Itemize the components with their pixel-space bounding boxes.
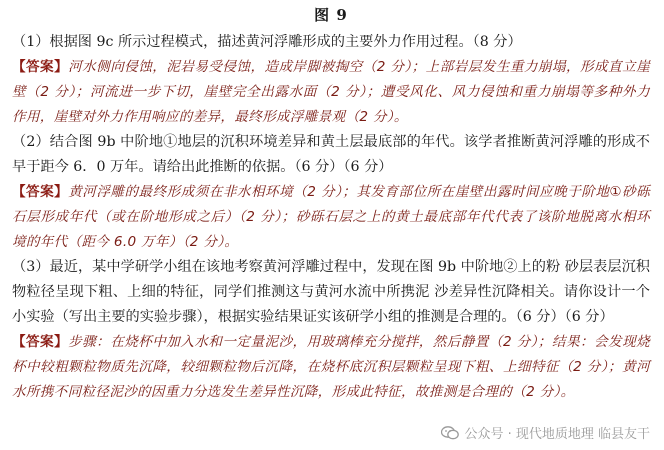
answer-1-text: 河水侧向侵蚀，泥岩易受侵蚀，造成岸脚被掏空（2 分）；上部岩层发生重力崩塌，形成直立崖壁（2 分）；河流进一步下切，崖壁完全出露水面（2 分）；遭受风化、风力侵蚀和重力崩塌等多种外力作用，崖壁对外力作用响应的差异，最终形成浮雕景观（2 分）。 xyxy=(12,59,650,125)
answer-3 xyxy=(12,330,650,405)
answer-1 xyxy=(12,55,650,130)
wechat-icon xyxy=(441,426,459,440)
answer-2-text: 黄河浮雕的最终形成须在非水相环境（2 分）；其发育部位所在崖壁出露时间应晚于阶地①砂砾石层形成年代（或在阶地形成之后）（2 分）；砂砾石层之上的黄土最底部年代代表了该阶地脱离水相环境的年代（距今 6.0 万年）（2 分）。 xyxy=(12,184,650,250)
answer-tag: 【答案】 xyxy=(12,334,69,350)
watermark-text: 公众号 · 现代地质地理 临县友干 xyxy=(464,427,650,442)
question-3: （3）最近，某中学研学小组在该地考察黄河浮雕过程中，发现在图 9b 中阶地②上的粉 砂层表层沉积物粒径呈现下粗、上细的特征，同学们推测这与黄河水流中所携泥 沙差异性沉降相关。请你设计一个小实验（写出主要的实验步骤），根据实验结果证实该研学小组的推测是合理的。（6 分）（6 分） xyxy=(12,259,650,325)
answer-2 xyxy=(12,180,650,255)
answer-3-text: 步骤：在烧杯中加入水和一定量泥沙，用玻璃棒充分搅拌，然后静置（2 分）；结果：会发现烧杯中较粗颗粒物质先沉降，较细颗粒物后沉降，在烧杯底沉积层颗粒呈现下粗、上细特征（2 分）；黄河水所携不同粒径泥沙的因重力分选发生差异性沉降，形成此特征，故推测是合理的（2 分）。 xyxy=(12,334,650,400)
answer-tag: 【答案】 xyxy=(12,184,69,200)
answer-tag: 【答案】 xyxy=(12,59,69,75)
figure-title: 图 9 xyxy=(314,6,348,24)
watermark xyxy=(441,423,650,442)
question-2: （2）结合图 9b 中阶地①地层的沉积环境差异和黄土层最底部的年代。该学者推断黄河浮雕的形成不早于距今 6．0 万年。请给出此推断的依据。（6 分）（6 分） xyxy=(12,134,650,175)
question-1: （1）根据图 9c 所示过程模式，描述黄河浮雕形成的主要外力作用过程。（8 分） xyxy=(12,34,522,50)
